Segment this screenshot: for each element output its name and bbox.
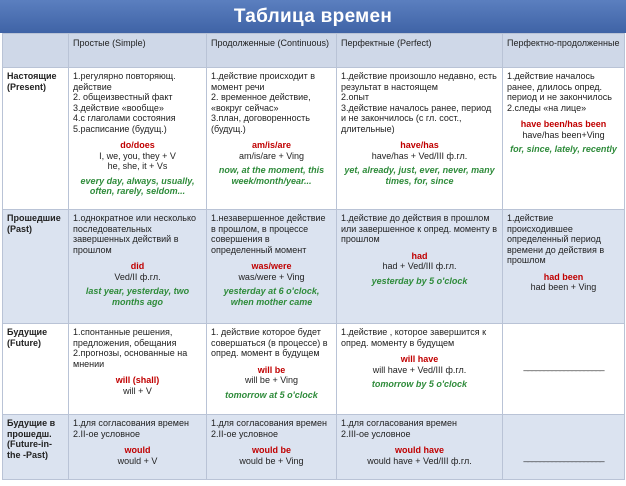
cell-future-in-the-past-perfect xyxy=(337,415,503,480)
cell-description xyxy=(341,213,498,245)
time-markers: tomorrow at 5 o'clock xyxy=(225,389,318,400)
cell-past-perfect xyxy=(337,210,503,324)
row-label: Прошедшие (Past) xyxy=(3,210,69,324)
auxiliary-verb: would have xyxy=(394,445,444,455)
formula-line: will + V xyxy=(123,385,152,396)
cell-description xyxy=(73,213,202,255)
formula-line: will be + Ving xyxy=(244,375,299,385)
description-line: 1.для согласования времен xyxy=(211,418,327,428)
description-line: 3.план, договоренность (будущ.) xyxy=(211,113,310,134)
formula-line: will have + Ved/III ф.гл. xyxy=(372,364,467,375)
cell-description xyxy=(73,71,202,134)
header-row xyxy=(3,34,625,68)
formula-line: am/is/are + Ving xyxy=(238,150,305,161)
cell-description xyxy=(211,418,332,439)
description-line: 1.действие происходит в момент речи xyxy=(211,71,316,92)
cell-description xyxy=(73,327,202,369)
description-line: 2.II-ое условное xyxy=(211,428,279,439)
time-markers: yesterday by 5 o'clock xyxy=(371,275,468,286)
row-label: Настоящие (Present) xyxy=(3,68,69,210)
cell-present-continuous xyxy=(207,68,337,210)
auxiliary-verb: had been xyxy=(543,271,584,282)
time-markers: last year, yesterday, two months ago xyxy=(85,286,190,307)
formula-line: would + V xyxy=(117,455,158,466)
cell-present-perfect xyxy=(337,68,503,210)
cell-description xyxy=(341,327,498,348)
formula-line: had + Ved/III ф.гл. xyxy=(382,261,457,271)
description-line: 1.однократное или несколько последовательных завершенных действий в прошлом xyxy=(73,213,197,255)
description-line: 1.спонтанные решения, предложения, обещания xyxy=(73,327,177,348)
cell-present-perfect-continuous xyxy=(503,68,625,210)
header-corner xyxy=(3,34,69,68)
cell-description xyxy=(341,418,498,439)
description-line: 3.действие «вообще» xyxy=(73,102,164,113)
header-perfect: Перфектные (Perfect) xyxy=(337,34,503,68)
auxiliary-verb: had xyxy=(411,250,428,261)
row-label: Будущие в прошедш. (Future-in-the -Past) xyxy=(3,415,69,480)
cell-present-simple xyxy=(69,68,207,210)
time-markers: now, at the moment, this week/month/year... xyxy=(218,165,325,186)
auxiliary-verb: do/does xyxy=(120,140,155,150)
header-continuous: Продолженные (Continuous) xyxy=(207,34,337,68)
table-row-past xyxy=(3,210,625,324)
description-line: 1.регулярно повторяющ. действие xyxy=(73,71,176,92)
auxiliary-verb: am/is/are xyxy=(251,140,292,150)
formula-line: would have + Ved/III ф.гл. xyxy=(367,455,472,466)
cell-description xyxy=(73,418,202,439)
row-label: Будущие (Future) xyxy=(3,324,69,415)
time-markers: tomorrow by 5 o'clock xyxy=(371,379,468,389)
empty-placeholder: ____________________ xyxy=(523,452,604,462)
time-markers: for, since, lately, recently xyxy=(510,144,617,154)
cell-future-continuous xyxy=(207,324,337,415)
cell-future-in-the-past-simple xyxy=(69,415,207,480)
cell-description xyxy=(507,71,620,113)
cell-future-perfect-continuous xyxy=(503,324,625,415)
cell-past-simple xyxy=(69,210,207,324)
formula-line: Ved/II ф.гл. xyxy=(114,271,161,282)
description-line: 1.действие , которое завершится к опред. моменту в будущем xyxy=(341,327,487,348)
formula-line: was/were + Ving xyxy=(238,271,305,282)
formula-line: I, we, you, they + V xyxy=(99,150,176,161)
cell-future-in-the-past-continuous xyxy=(207,415,337,480)
formula-line: had been + Ving xyxy=(530,282,597,292)
description-line: 2.прогнозы, основанные на мнении xyxy=(73,348,188,369)
description-line: 3.действие началось ранее, период и не закончилось (с гл. сост., длительные) xyxy=(341,102,492,134)
table-row-future xyxy=(3,324,625,415)
empty-placeholder: ____________________ xyxy=(523,361,604,371)
cell-future-simple xyxy=(69,324,207,415)
cell-description xyxy=(211,213,332,255)
description-line: 1.действие происходившее определенный период времени до действия в прошлом xyxy=(507,213,605,265)
description-line: 2.III-ое условное xyxy=(341,428,411,439)
auxiliary-verb: was/were xyxy=(251,261,292,271)
auxiliary-verb: would be xyxy=(252,445,291,455)
cell-past-continuous xyxy=(207,210,337,324)
cell-description xyxy=(341,71,498,134)
cell-past-perfect-continuous xyxy=(503,210,625,324)
time-markers: yet, already, just, ever, never, many times, for, since xyxy=(344,165,495,186)
cell-description xyxy=(507,213,620,266)
auxiliary-verb: will have xyxy=(400,354,439,364)
cell-description xyxy=(211,71,332,134)
description-line: 1.для согласования времен xyxy=(73,418,189,428)
description-line: 2.опыт xyxy=(341,92,369,102)
auxiliary-verb: will (shall) xyxy=(115,375,160,385)
auxiliary-verb: have been/has been xyxy=(520,119,607,129)
description-line: 5.расписание (будущ.) xyxy=(73,123,167,134)
description-line: 1.незавершенное действие в прошлом, в процессе совершения в определенный момент xyxy=(211,213,326,255)
description-line: 2. общеизвестный факт xyxy=(73,92,173,102)
cell-future-in-the-past-perfect-continuous xyxy=(503,415,625,480)
tenses-table xyxy=(2,33,625,480)
page-title: Таблица времен xyxy=(0,0,626,33)
description-line: 1. действие которое будет совершаться (в процессе) в опред. момент в будущем xyxy=(211,327,328,358)
cell-description xyxy=(211,327,332,359)
formula-line: have/has been+Ving xyxy=(522,129,605,140)
description-line: 2. временное действие, «вокруг сейчас» xyxy=(211,92,311,113)
auxiliary-verb: will be xyxy=(257,364,286,375)
auxiliary-verb: would xyxy=(124,445,151,455)
description-line: 1.для согласования времен xyxy=(341,418,457,428)
description-line: 2.II-ое условное xyxy=(73,428,141,439)
description-line: 1.действие до действия в прошлом или завершенное к опред. моменту в прошлом xyxy=(341,213,498,244)
description-line: 4.с глаголами состояния xyxy=(73,113,176,123)
formula-line: he, she, it + Vs xyxy=(107,161,168,171)
description-line: 2.следы «на лице» xyxy=(507,102,587,113)
header-simple: Простые (Simple) xyxy=(69,34,207,68)
header-perfect-continuous: Перфектно-продолженные xyxy=(503,34,625,68)
time-markers: every day, always, usually, often, rarely, seldom... xyxy=(80,175,195,196)
cell-future-perfect xyxy=(337,324,503,415)
auxiliary-verb: have/has xyxy=(400,140,439,150)
formula-line: have/has + Ved/III ф.гл. xyxy=(371,150,468,161)
auxiliary-verb: did xyxy=(130,261,145,271)
time-markers: yesterday at 6 o'clock, when mother came xyxy=(223,286,320,307)
table-row-present xyxy=(3,68,625,210)
formula-line: would be + Ving xyxy=(239,455,304,466)
description-line: 1.действие началось ранее, длилось опред. период и не закончилось xyxy=(507,71,612,102)
description-line: 1.действие произошло недавно, есть результат в настоящем xyxy=(341,71,497,92)
table-row-future-in-the-past xyxy=(3,415,625,480)
